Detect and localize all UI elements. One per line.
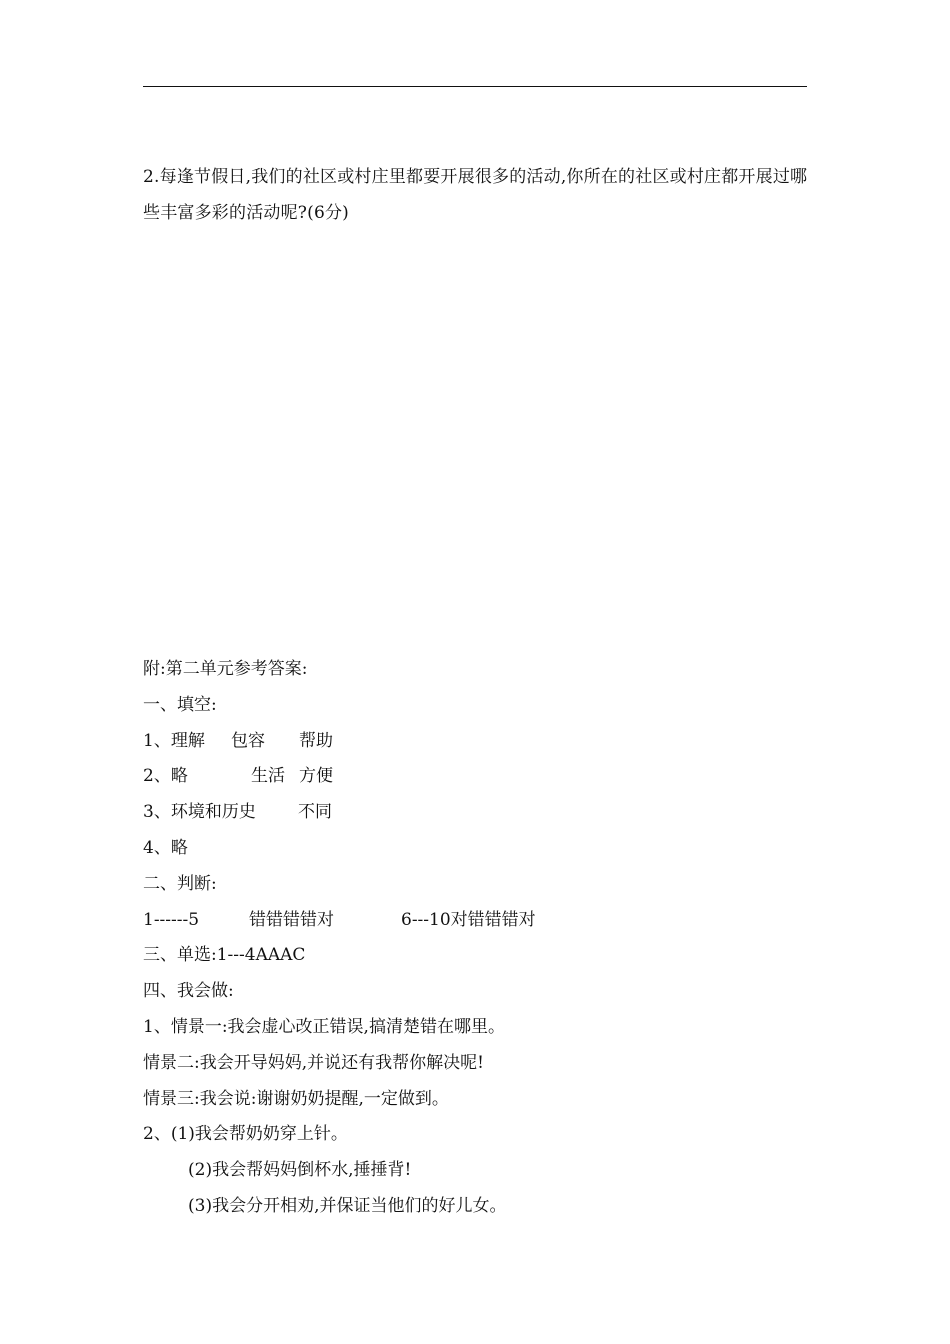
- practice-line-2: 情景二:我会开导妈妈,并说还有我帮你解决呢!: [143, 1052, 484, 1073]
- section-single-choice: 三、单选:1---4AAAC: [143, 945, 306, 966]
- practice-line-6: (3)我会分开相劝,并保证当他们的好儿女。: [188, 1195, 507, 1216]
- fill-blank-3-b: 不同: [298, 802, 332, 823]
- fill-blank-2-a: 2、略: [143, 766, 188, 787]
- fill-blank-row-3: [143, 795, 811, 831]
- fill-blank-row-4: [143, 831, 811, 867]
- judge-range-1: 1------5: [143, 909, 200, 930]
- fill-blank-2-c: 方便: [299, 766, 333, 787]
- judge-range-answers-2: 6---10对错错错对: [401, 909, 536, 930]
- answer-key: [143, 652, 811, 1225]
- fill-blank-1-a: 1、理解: [143, 730, 205, 751]
- section-fill-blank-heading: 一、填空:: [143, 694, 217, 715]
- fill-blank-1-b: 包容: [231, 730, 265, 751]
- practice-line-5: (2)我会帮妈妈倒杯水,捶捶背!: [188, 1160, 412, 1181]
- fill-blank-row-2: [143, 759, 811, 795]
- header-rule: [143, 86, 807, 87]
- fill-blank-1-c: 帮助: [299, 730, 333, 751]
- fill-blank-3-a: 3、环境和历史: [143, 802, 256, 823]
- practice-line-3: 情景三:我会说:谢谢奶奶提醒,一定做到。: [143, 1088, 449, 1109]
- question-2: 2.每逢节假日,我们的社区或村庄里都要开展很多的活动,你所在的社区或村庄都开展过哪些丰富多彩的活动呢?(6分): [143, 167, 808, 223]
- fill-blank-4-a: 4、略: [143, 837, 188, 858]
- practice-line-1: 1、情景一:我会虚心改正错误,搞清楚错在哪里。: [143, 1016, 505, 1037]
- answer-key-title: 附:第二单元参考答案:: [143, 659, 308, 679]
- section-judge-heading: 二、判断:: [143, 873, 217, 894]
- fill-blank-row-1: [143, 724, 811, 760]
- practice-line-4: 2、(1)我会帮奶奶穿上针。: [143, 1124, 348, 1145]
- judge-answers-1: 错错错错对: [249, 909, 334, 930]
- section-practice-heading: 四、我会做:: [143, 981, 234, 1002]
- judge-row: [143, 903, 811, 939]
- fill-blank-2-b: 生活: [251, 766, 285, 787]
